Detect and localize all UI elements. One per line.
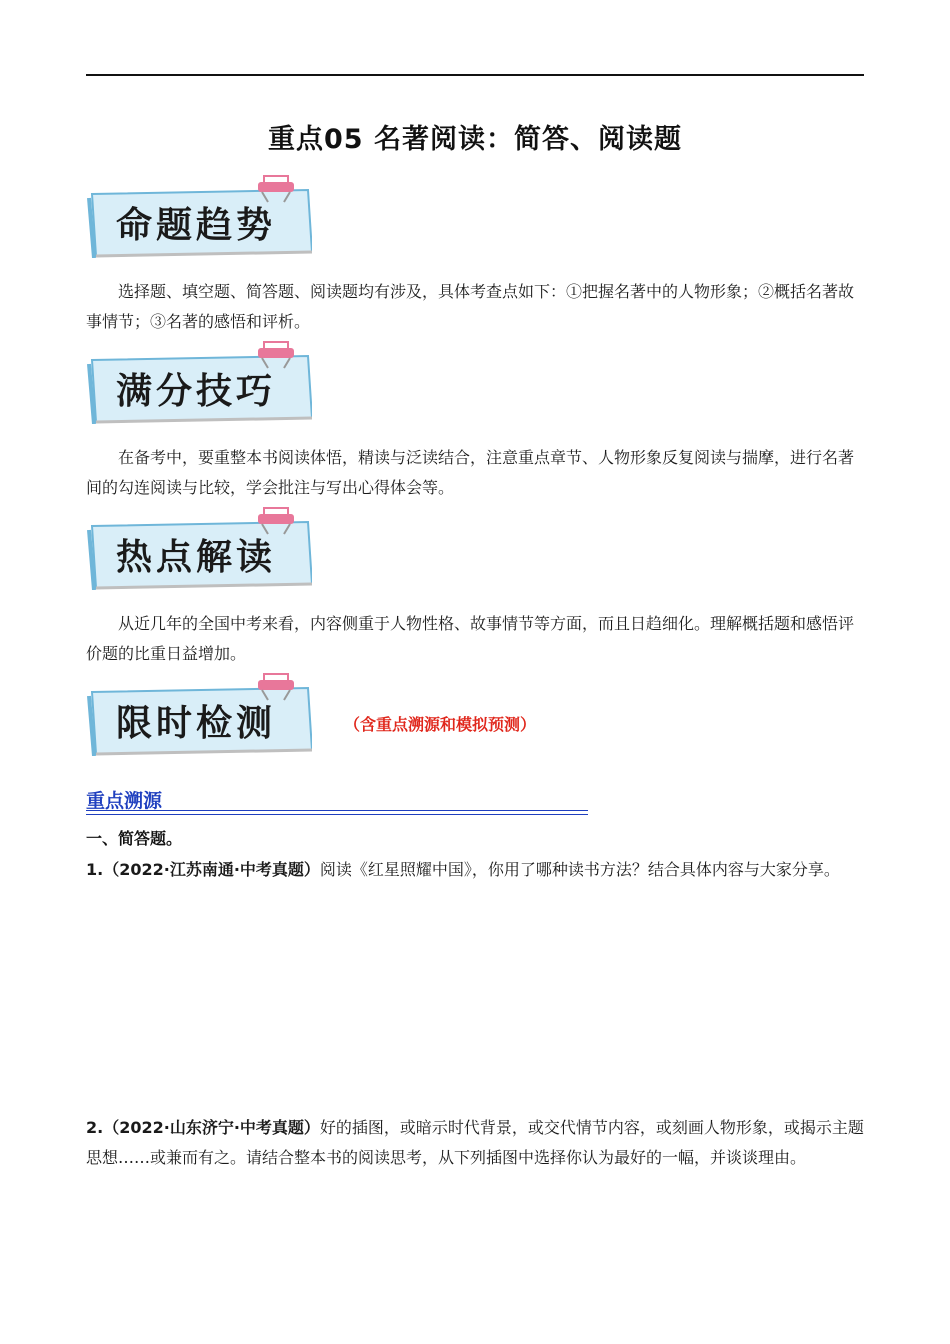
question-source: （2022·山东济宁·中考真题） — [103, 1118, 320, 1137]
banner-hotspot — [86, 512, 322, 594]
question-2 — [86, 1113, 864, 1173]
banner-skills — [86, 346, 322, 428]
hotspot-paragraph: 从近几年的全国中考来看，内容侧重于人物性格、故事情节等方面，而且日趋细化。理解概括题和感悟评价题的比重日益增加。 — [86, 614, 855, 663]
question-text: 阅读《红星照耀中国》，你用了哪种读书方法？结合具体内容与大家分享。 — [319, 860, 840, 879]
question-1 — [86, 855, 864, 885]
question-number: 1. — [86, 860, 104, 879]
banner-label: 满分技巧 — [116, 370, 277, 412]
question-number: 2. — [86, 1118, 104, 1137]
header-rule — [86, 74, 864, 76]
section-heading: 重点溯源 — [86, 790, 163, 812]
timed-test-note: （含重点溯源和模拟预测） — [344, 715, 537, 734]
question-source: （2022·江苏南通·中考真题） — [103, 860, 320, 879]
banner-timed-test — [86, 678, 322, 760]
skills-paragraph: 在备考中，要重整本书阅读体悟，精读与泛读结合，注意重点章节、人物形象反复阅读与揣摩，进行名著间的勾连阅读与比较，学会批注与写出心得体会等。 — [86, 448, 855, 497]
trend-paragraph: 选择题、填空题、简答题、阅读题均有涉及，具体考查点如下：①把握名著中的人物形象；②概括名著故事情节；③名著的感悟和评析。 — [86, 282, 855, 331]
subheading: 一、简答题。 — [86, 829, 183, 848]
banner-label: 热点解读 — [116, 536, 277, 578]
page-title: 重点05 名著阅读：简答、阅读题 — [268, 124, 682, 155]
question-text: 好的插图，或暗示时代背景，或交代情节内容，或刻画人物形象，或揭示主题思想……或兼而有之。请结合整本书的阅读思考，从下列插图中选择你认为最好的一幅，并谈谈理由。 — [86, 1118, 864, 1167]
banner-label: 命题趋势 — [116, 204, 277, 246]
banner-label: 限时检测 — [116, 702, 277, 744]
section-heading-rule — [86, 810, 588, 815]
banner-trend — [86, 180, 322, 262]
